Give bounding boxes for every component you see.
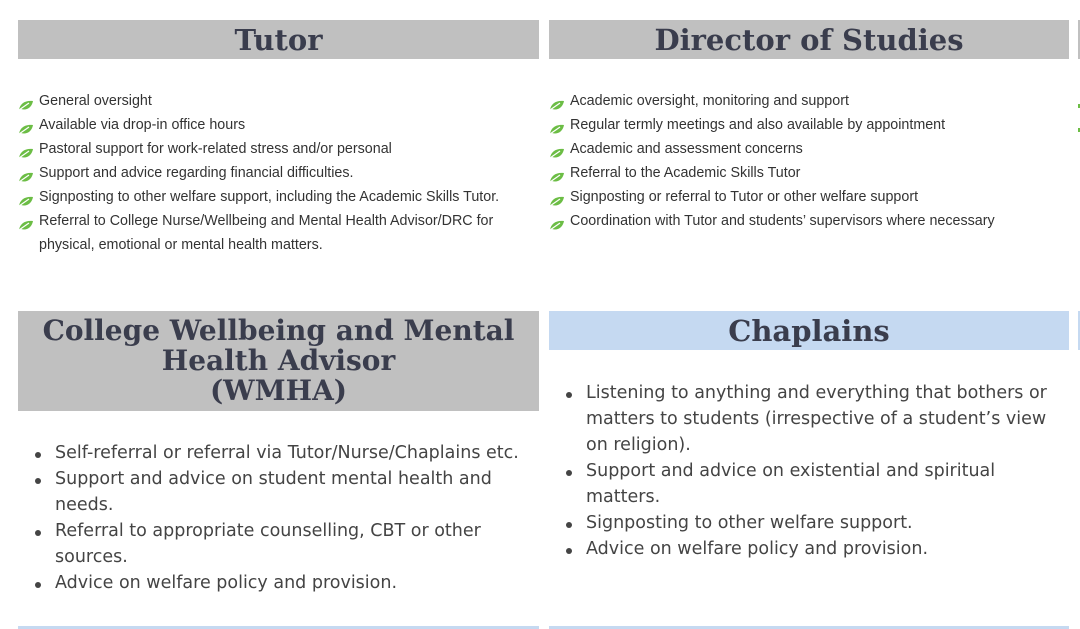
wmha-heading: College Wellbeing and Mental Health Advisor (WMHA) — [18, 311, 539, 411]
leaf-icon — [549, 119, 565, 130]
chaplains-heading: Chaplains — [549, 311, 1069, 350]
list-item: Academic oversight, monitoring and support — [549, 89, 1069, 113]
list-item: General oversight — [18, 89, 539, 113]
director-of-studies-heading: Director of Studies — [549, 20, 1069, 59]
leaf-icon — [549, 95, 565, 106]
bullet-dot — [35, 478, 41, 484]
bullet-dot — [566, 522, 572, 528]
leaf-icon — [18, 167, 34, 178]
list-item: Coordination with Tutor and students’ supervisors where necessary — [549, 209, 1069, 233]
leaf-icon — [549, 191, 565, 202]
tutor-card — [18, 20, 539, 280]
wmha-list — [18, 440, 539, 596]
list-item: Referral to the Academic Skills Tutor — [549, 161, 1069, 185]
bullet-dot — [566, 548, 572, 554]
chaplains-list — [549, 380, 1069, 562]
list-item: Advice on welfare policy and provision. — [549, 536, 1069, 562]
director-of-studies-list — [549, 89, 1069, 233]
leaf-icon — [18, 215, 34, 226]
list-item: Referral to appropriate counselling, CBT or other sources. — [18, 518, 539, 570]
chaplains-card — [549, 311, 1069, 559]
list-item: Available via drop-in office hours — [18, 113, 539, 137]
leaf-icon — [549, 167, 565, 178]
leaf-icon — [18, 95, 34, 106]
leaf-icon — [18, 191, 34, 202]
list-item: Regular termly meetings and also available by appointment — [549, 113, 1069, 137]
list-item: Advice on welfare policy and provision. — [18, 570, 539, 596]
list-item: Signposting to other welfare support. — [549, 510, 1069, 536]
bullet-dot — [35, 530, 41, 536]
list-item: Referral to College Nurse/Wellbeing and Mental Health Advisor/DRC for physical, emotional or mental health matters. — [18, 209, 539, 257]
list-item: Support and advice on existential and spiritual matters. — [549, 458, 1069, 510]
bullet-dot — [35, 452, 41, 458]
bullet-dot — [566, 392, 572, 398]
director-of-studies-card — [549, 20, 1069, 240]
bullet-dot — [566, 470, 572, 476]
leaf-icon — [549, 215, 565, 226]
leaf-icon — [18, 143, 34, 154]
list-item: Academic and assessment concerns — [549, 137, 1069, 161]
bullet-dot — [35, 582, 41, 588]
tutor-heading: Tutor — [18, 20, 539, 59]
list-item: Signposting or referral to Tutor or other welfare support — [549, 185, 1069, 209]
list-item: Signposting to other welfare support, including the Academic Skills Tutor. — [18, 185, 539, 209]
wmha-card — [18, 311, 539, 601]
list-item: Listening to anything and everything that bothers or matters to students (irrespective of a student’s view on religion). — [549, 380, 1069, 458]
list-item: Self-referral or referral via Tutor/Nurse/Chaplains etc. — [18, 440, 539, 466]
list-item: Support and advice on student mental health and needs. — [18, 466, 539, 518]
list-item: Support and advice regarding financial difficulties. — [18, 161, 539, 185]
tutor-list — [18, 89, 539, 257]
list-item: Pastoral support for work-related stress and/or personal — [18, 137, 539, 161]
leaf-icon — [18, 119, 34, 130]
leaf-icon — [549, 143, 565, 154]
